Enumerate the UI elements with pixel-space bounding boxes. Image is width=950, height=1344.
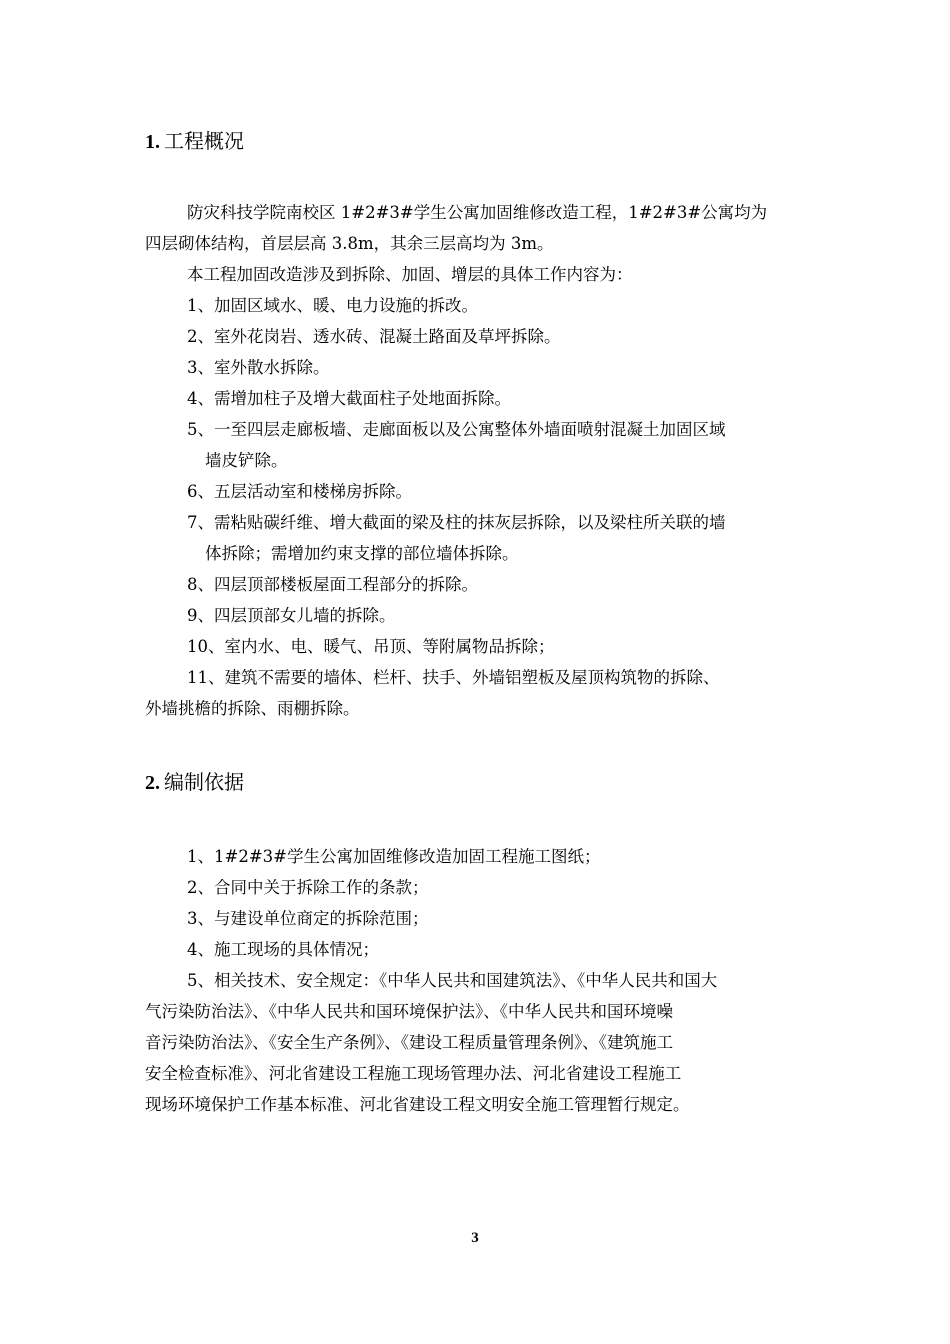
section-title: 编制依据 xyxy=(164,770,244,794)
page-number: 3 xyxy=(471,1230,479,1246)
list-item: 3、与建设单位商定的拆除范围； xyxy=(187,909,429,928)
list-item: 5、一至四层走廊板墙、走廊面板以及公寓整体外墙面喷射混凝土加固区域 xyxy=(187,420,726,439)
list-item: 1、1#2#3#学生公寓加固维修改造加固工程施工图纸； xyxy=(187,847,601,866)
section-title: 工程概况 xyxy=(164,129,244,153)
list-item: 4、施工现场的具体情况； xyxy=(187,940,379,959)
list-item: 3、室外散水拆除。 xyxy=(187,358,330,377)
list-item: 9、四层顶部女儿墙的拆除。 xyxy=(187,606,396,625)
list-item: 11、建筑不需要的墙体、栏杆、扶手、外墙铝塑板及屋顶构筑物的拆除、 xyxy=(187,668,720,687)
list-item-continuation: 音污染防治法》、《安全生产条例》、《建设工程质量管理条例》、《建筑施工 xyxy=(145,1033,673,1052)
section-number: 2. xyxy=(145,772,160,794)
list-item-continuation: 外墙挑檐的拆除、雨棚拆除。 xyxy=(145,699,360,718)
section-number: 1. xyxy=(145,131,160,153)
section-heading-2 xyxy=(145,768,244,797)
list-item: 6、五层活动室和楼梯房拆除。 xyxy=(187,482,412,501)
list-item: 4、需增加柱子及增大截面柱子处地面拆除。 xyxy=(187,389,511,408)
paragraph-line: 防灾科技学院南校区 1#2#3#学生公寓加固维修改造工程，1#2#3#公寓均为 xyxy=(187,203,768,222)
list-item-continuation: 体拆除；需增加约束支撑的部位墙体拆除。 xyxy=(205,544,519,563)
list-item-continuation: 现场环境保护工作基本标准、河北省建设工程文明安全施工管理暂行规定。 xyxy=(145,1095,690,1114)
section-heading-1 xyxy=(145,127,244,156)
paragraph-line: 四层砌体结构，首层层高 3.8m，其余三层高均为 3m。 xyxy=(145,234,554,253)
list-item: 8、四层顶部楼板屋面工程部分的拆除。 xyxy=(187,575,478,594)
list-item-continuation: 墙皮铲除。 xyxy=(205,451,288,470)
list-item: 5、相关技术、安全规定：《中华人民共和国建筑法》、《中华人民共和国大 xyxy=(187,971,718,990)
list-item: 7、需粘贴碳纤维、增大截面的梁及柱的抹灰层拆除，以及梁柱所关联的墙 xyxy=(187,513,726,532)
list-item: 2、合同中关于拆除工作的条款； xyxy=(187,878,429,897)
list-item: 2、室外花岗岩、透水砖、混凝土路面及草坪拆除。 xyxy=(187,327,561,346)
list-item: 1、加固区域水、暖、电力设施的拆改。 xyxy=(187,296,478,315)
list-item: 10、室内水、电、暖气、吊顶、等附属物品拆除； xyxy=(187,637,555,656)
paragraph-line: 本工程加固改造涉及到拆除、加固、增层的具体工作内容为： xyxy=(187,265,633,284)
list-item-continuation: 安全检查标准》、河北省建设工程施工现场管理办法、河北省建设工程施工 xyxy=(145,1064,682,1083)
list-item-continuation: 气污染防治法》、《中华人民共和国环境保护法》、《中华人民共和国环境噪 xyxy=(145,1002,673,1021)
